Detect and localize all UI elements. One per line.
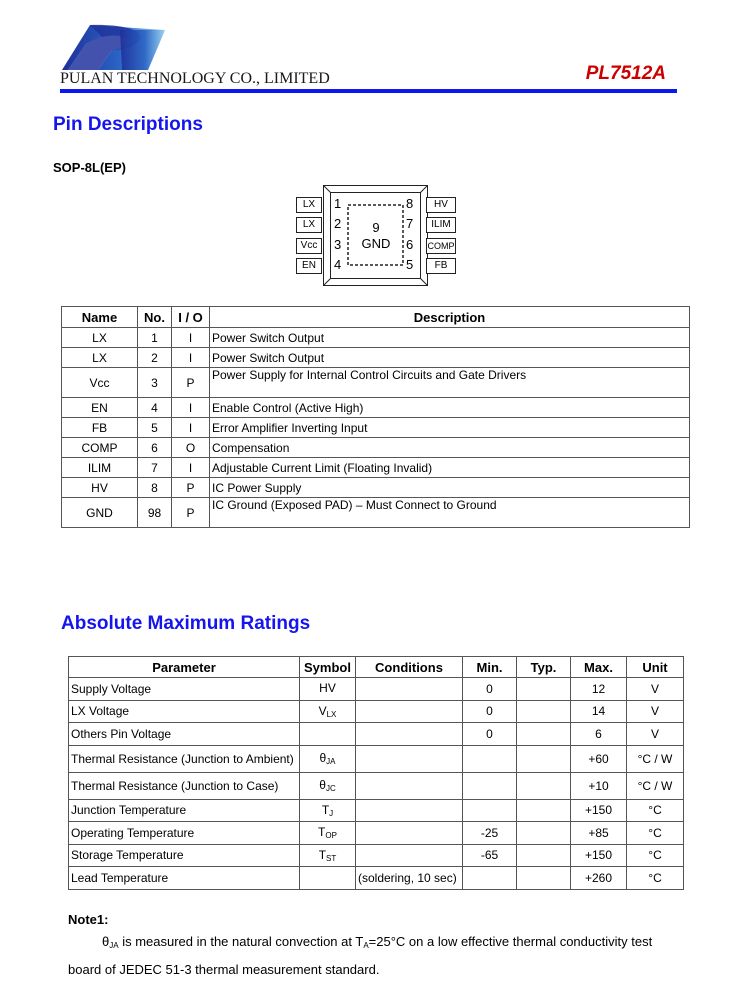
unit: °C bbox=[627, 799, 684, 822]
header-divider bbox=[60, 89, 677, 93]
symbol: $T_{ST}$ bbox=[300, 844, 356, 867]
header-max: Max. bbox=[571, 657, 627, 678]
pin-desc: Adjustable Current Limit (Floating Invalid) bbox=[210, 458, 690, 478]
max: +60 bbox=[571, 745, 627, 772]
symbol: $T_J$ bbox=[300, 799, 356, 822]
absolute-maximum-ratings-table bbox=[68, 656, 684, 890]
pin-io: P bbox=[172, 478, 210, 498]
pin-no: 7 bbox=[138, 458, 172, 478]
symbol bbox=[300, 867, 356, 890]
table-row bbox=[69, 772, 684, 799]
pin-io: P bbox=[172, 368, 210, 398]
pin-label-lx-1: LX bbox=[296, 197, 322, 213]
param: Others Pin Voltage bbox=[69, 723, 300, 746]
pin-descriptions-title: Pin Descriptions bbox=[53, 114, 203, 135]
pin-label-vcc: Vcc bbox=[296, 238, 322, 254]
pin-desc: Error Amplifier Inverting Input bbox=[210, 418, 690, 438]
pin-label-en: EN bbox=[296, 258, 322, 274]
min: 0 bbox=[463, 723, 517, 746]
conditions bbox=[356, 723, 463, 746]
max: +10 bbox=[571, 772, 627, 799]
typ bbox=[517, 723, 571, 746]
header-min: Min. bbox=[463, 657, 517, 678]
table-row bbox=[69, 867, 684, 890]
table-row bbox=[62, 498, 690, 528]
pin-no: 1 bbox=[138, 328, 172, 348]
table-row bbox=[69, 745, 684, 772]
typ bbox=[517, 844, 571, 867]
min bbox=[463, 772, 517, 799]
param: Operating Temperature bbox=[69, 822, 300, 845]
param: Thermal Resistance (Junction to Case) bbox=[69, 772, 300, 799]
pin-number-5: 5 bbox=[406, 257, 414, 272]
pin-name: LX bbox=[62, 348, 138, 368]
company-name: PULAN TECHNOLOGY CO., LIMITED bbox=[60, 70, 330, 87]
min: 0 bbox=[463, 700, 517, 723]
table-row bbox=[69, 723, 684, 746]
header-conditions: Conditions bbox=[356, 657, 463, 678]
table-row bbox=[62, 348, 690, 368]
pin-number-8: 8 bbox=[406, 196, 414, 211]
max: +150 bbox=[571, 799, 627, 822]
pin-io: P bbox=[172, 498, 210, 528]
header-unit: Unit bbox=[627, 657, 684, 678]
table-row bbox=[69, 799, 684, 822]
max: +260 bbox=[571, 867, 627, 890]
symbol: $T_{OP}$ bbox=[300, 822, 356, 845]
unit: °C bbox=[627, 867, 684, 890]
max: 14 bbox=[571, 700, 627, 723]
symbol: $\theta_{JA}$ bbox=[300, 745, 356, 772]
pin-label-fb: FB bbox=[426, 258, 456, 274]
conditions bbox=[356, 678, 463, 701]
pin-number-7: 7 bbox=[406, 216, 414, 231]
pin-no: 6 bbox=[138, 438, 172, 458]
typ bbox=[517, 772, 571, 799]
conditions bbox=[356, 700, 463, 723]
table-row bbox=[69, 844, 684, 867]
header-name: Name bbox=[62, 307, 138, 328]
param: Lead Temperature bbox=[69, 867, 300, 890]
pin-desc: IC Power Supply bbox=[210, 478, 690, 498]
pin-number-4: 4 bbox=[334, 257, 342, 272]
table-row bbox=[62, 398, 690, 418]
conditions bbox=[356, 822, 463, 845]
unit: °C bbox=[627, 822, 684, 845]
conditions: (soldering, 10 sec) bbox=[356, 867, 463, 890]
table-row bbox=[62, 328, 690, 348]
table-row bbox=[62, 368, 690, 398]
pad-label-gnd: GND bbox=[361, 236, 391, 251]
package-label: SOP-8L(EP) bbox=[53, 160, 126, 175]
min: 0 bbox=[463, 678, 517, 701]
table-row bbox=[62, 478, 690, 498]
unit: °C bbox=[627, 844, 684, 867]
header-io: I / O bbox=[172, 307, 210, 328]
header-parameter: Parameter bbox=[69, 657, 300, 678]
param: Junction Temperature bbox=[69, 799, 300, 822]
pin-label-hv: HV bbox=[426, 197, 456, 213]
pin-name: ILIM bbox=[62, 458, 138, 478]
pin-description-table bbox=[61, 306, 690, 528]
table-row bbox=[69, 822, 684, 845]
min bbox=[463, 799, 517, 822]
pin-number-1: 1 bbox=[334, 196, 342, 211]
note-body: $\theta_{JA}$ is measured in the natural convection at $T_A=25^\circ C$ on a low effective thermal conductivity test board of JEDEC 51-3 thermal measurement standard. bbox=[68, 934, 653, 977]
typ bbox=[517, 867, 571, 890]
unit: °C / W bbox=[627, 772, 684, 799]
pin-name: EN bbox=[62, 398, 138, 418]
max: 6 bbox=[571, 723, 627, 746]
conditions bbox=[356, 772, 463, 799]
pin-name: GND bbox=[62, 498, 138, 528]
min bbox=[463, 745, 517, 772]
pin-name: COMP bbox=[62, 438, 138, 458]
typ bbox=[517, 700, 571, 723]
max: +150 bbox=[571, 844, 627, 867]
pulan-logo-icon bbox=[60, 22, 170, 72]
pin-io: I bbox=[172, 398, 210, 418]
pin-name: LX bbox=[62, 328, 138, 348]
pin-desc: Enable Control (Active High) bbox=[210, 398, 690, 418]
param: Supply Voltage bbox=[69, 678, 300, 701]
max: 12 bbox=[571, 678, 627, 701]
typ bbox=[517, 745, 571, 772]
symbol bbox=[300, 723, 356, 746]
typ bbox=[517, 799, 571, 822]
conditions bbox=[356, 745, 463, 772]
table-row bbox=[62, 458, 690, 478]
part-number: PL7512A bbox=[585, 63, 666, 84]
unit: V bbox=[627, 723, 684, 746]
unit: V bbox=[627, 700, 684, 723]
pin-name: Vcc bbox=[62, 368, 138, 398]
table-row bbox=[62, 438, 690, 458]
table-header-row bbox=[69, 657, 684, 678]
table-row bbox=[62, 418, 690, 438]
amr-title: Absolute Maximum Ratings bbox=[61, 613, 311, 634]
pin-no: 4 bbox=[138, 398, 172, 418]
pin-number-6: 6 bbox=[406, 237, 414, 252]
pin-io: I bbox=[172, 418, 210, 438]
pin-io: I bbox=[172, 458, 210, 478]
pin-io: I bbox=[172, 328, 210, 348]
table-header-row bbox=[62, 307, 690, 328]
pin-number-2: 2 bbox=[334, 216, 342, 231]
pin-no: 2 bbox=[138, 348, 172, 368]
symbol: $\theta_{JC}$ bbox=[300, 772, 356, 799]
param: Thermal Resistance (Junction to Ambient) bbox=[69, 745, 300, 772]
table-row bbox=[69, 700, 684, 723]
pin-desc: Power Switch Output bbox=[210, 328, 690, 348]
pin-desc: Power Switch Output bbox=[210, 348, 690, 368]
conditions bbox=[356, 799, 463, 822]
pin-desc: Power Supply for Internal Control Circuits and Gate Drivers bbox=[210, 368, 690, 398]
pin-desc: IC Ground (Exposed PAD) – Must Connect to Ground bbox=[210, 498, 690, 528]
symbol: HV bbox=[300, 678, 356, 701]
pin-no: 5 bbox=[138, 418, 172, 438]
header-symbol: Symbol bbox=[300, 657, 356, 678]
typ bbox=[517, 678, 571, 701]
pin-label-comp: COMP bbox=[426, 238, 456, 254]
pin-no: 3 bbox=[138, 368, 172, 398]
pin-io: O bbox=[172, 438, 210, 458]
pin-number-3: 3 bbox=[334, 237, 342, 252]
param: Storage Temperature bbox=[69, 844, 300, 867]
pad-number: 9 bbox=[372, 220, 380, 235]
note-title: Note1: bbox=[68, 912, 109, 927]
pin-no: 8 bbox=[138, 478, 172, 498]
pin-no: 98 bbox=[138, 498, 172, 528]
header-typ: Typ. bbox=[517, 657, 571, 678]
pin-label-lx-2: LX bbox=[296, 217, 322, 233]
conditions bbox=[356, 844, 463, 867]
symbol: $V_{LX}$ bbox=[300, 700, 356, 723]
header-no: No. bbox=[138, 307, 172, 328]
min: -25 bbox=[463, 822, 517, 845]
min bbox=[463, 867, 517, 890]
typ bbox=[517, 822, 571, 845]
unit: °C / W bbox=[627, 745, 684, 772]
header-description: Description bbox=[210, 307, 690, 328]
pin-name: HV bbox=[62, 478, 138, 498]
table-row bbox=[69, 678, 684, 701]
max: +85 bbox=[571, 822, 627, 845]
pin-io: I bbox=[172, 348, 210, 368]
param: LX Voltage bbox=[69, 700, 300, 723]
pin-name: FB bbox=[62, 418, 138, 438]
pin-desc: Compensation bbox=[210, 438, 690, 458]
unit: V bbox=[627, 678, 684, 701]
min: -65 bbox=[463, 844, 517, 867]
pin-label-ilim: ILIM bbox=[426, 217, 456, 233]
